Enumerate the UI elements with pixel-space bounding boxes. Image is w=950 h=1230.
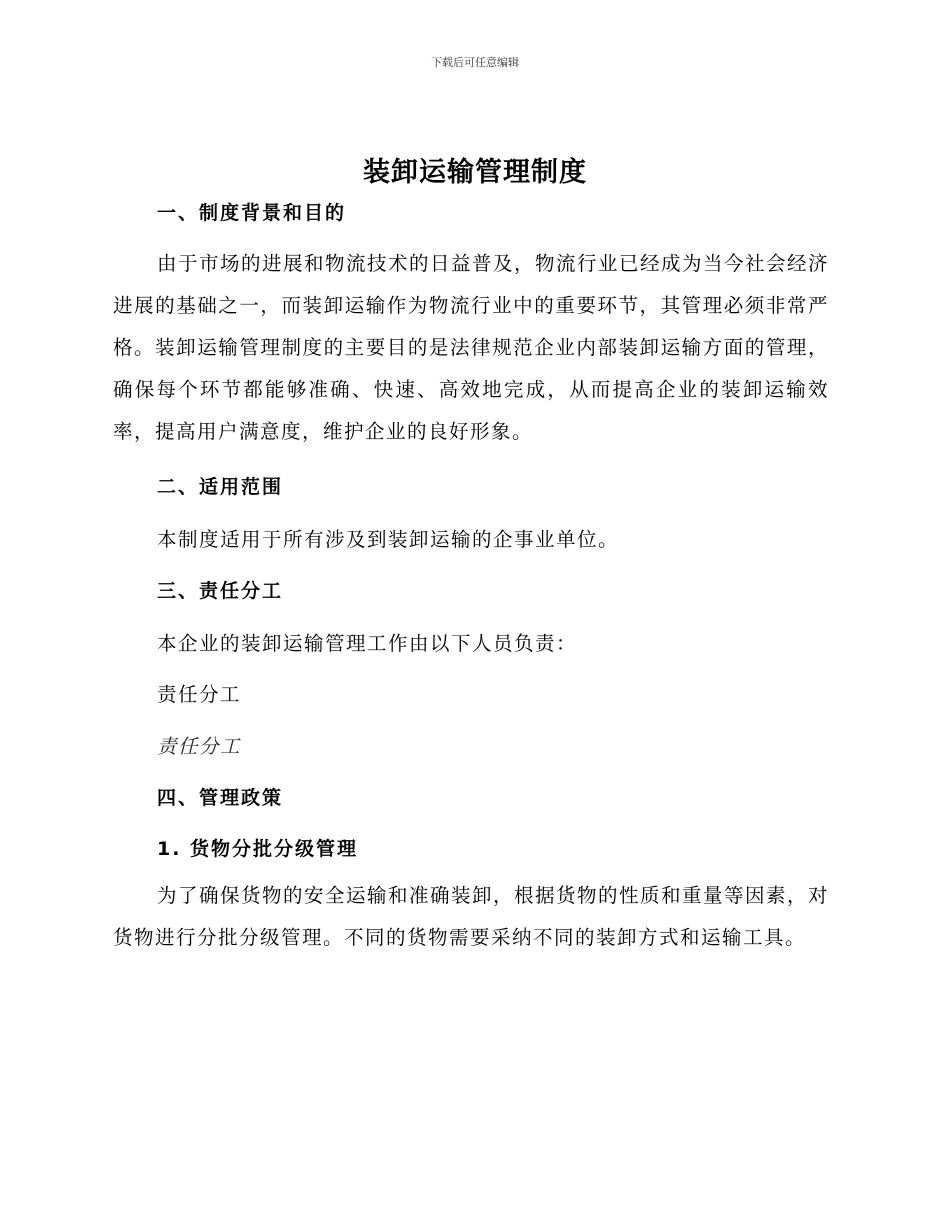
section-3-item-1: 责任分工 [157,683,242,706]
section-3-item-2: 责任分工 [157,735,242,758]
section-2-heading: 二、适用范围 [157,476,284,498]
section-2-text: 本制度适用于所有涉及到装卸运输的企事业单位。 [157,528,620,551]
section-3-heading: 三、责任分工 [157,580,284,602]
section-4-sub-1-text: 为了确保货物的安全运输和准确装卸，根据货物的性质和重量等因素，对货物进行分批分级管理。不同的货物需要采纳不同的装卸方式和运输工具。 [113,884,830,949]
section-1-paragraph [113,243,829,453]
section-1-text: 由于市场的进展和物流技术的日益普及，物流行业已经成为当今社会经济进展的基础之一，而装卸运输作为物流行业中的重要环节，其管理必须非常严格。装卸运输管理制度的主要目的是法律规范企业内部装卸运输方面的管理，确保每个环节都能够准确、快速、高效地完成，从而提高企业的装卸运输效率，提高用户满意度，维护企业的良好形象。 [113,252,830,443]
page-header-note: 下载后可任意编辑 [431,56,519,69]
section-4-sub-1-paragraph [113,875,829,959]
section-3-text: 本企业的装卸运输管理工作由以下人员负责： [157,632,578,655]
section-4-sub-1-heading: 1. 货物分批分级管理 [157,838,359,860]
section-4-heading: 四、管理政策 [157,787,284,809]
section-1-heading: 一、制度背景和目的 [157,202,347,224]
document-title: 装卸运输管理制度 [363,157,587,188]
